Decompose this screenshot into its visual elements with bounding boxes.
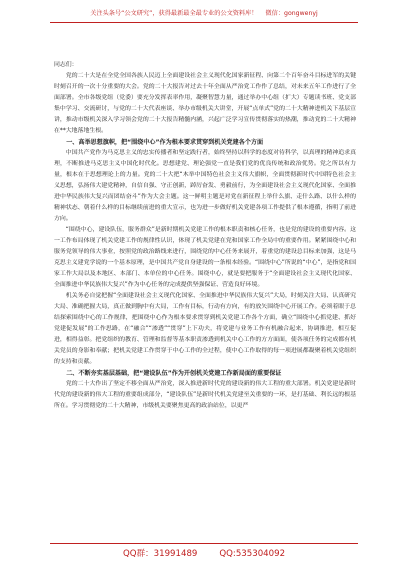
section-1-paragraph: 机关务必自觉把握“全面建设社会主义现代化国家、全面推进中华民族伟大复兴”大局，时刻关注大局、认真研究大局、准确把握大局，真正做到胸中有大局，工作有目标，行动有方向，有的放矢围绕中心开展工作。必须着眼于总结探索围绕中心的工作规律，把围绕中心作为根本要求贯穿到机关党建工作各个方面，确立“围绕中心抓党建、抓好党建促发展”的工作思路，在“融合”“渗透”“贯穿”上下功夫，将党建与业务工作有机融合起来，协调推进，相互促进，相得益彰。把党组织的教育、管理和监督等基本职责渗透到机关中心工作的方方面面，使各项任务的完成都有机关党员的身影和奉献；把机关党建工作贯穿于中心工作的全过程，使中心工作取得的每一项进展都凝聚着机关党组织的支持和贡献。 — [54, 293, 356, 365]
qq-number: QQ:535304092 — [219, 549, 286, 559]
footer-contact — [0, 548, 408, 560]
section-heading-1: 一、高举思想旗帜，把“围绕中心”作为根本要求贯穿到机关党建各个方面 — [66, 139, 264, 146]
section-1-paragraph: “围绕中心，建设队伍，服务群众”是新时期机关党建工作的根本职责和核心任务，也是党的建设的重要内容。这一工作布局体现了机关党建工作的规律性认识，体现了机关党建在党和国家工作全局中的重要作用。紧紧围绕中心和服务党领导的伟大事业，按照党的政治路线来进行，围绕党的中心任务来展开，着重党的建设总目标来加强，这是马克思主义建党学说的一个基本原理，是中国共产党自身建设的一条根本经验。“围绕中心”所说的“中心”，是指党和国家工作大局以及本地区、本部门、本单位的中心任务。围绕中心，就是要把服务于“全面建设社会主义现代化国家、全面推进中华民族伟大复兴”作为中心任务的完成提供坚强保证、营造良好环境。 — [54, 227, 356, 288]
intro-paragraph: 党的二十大是在全党全国各族人民迈上全面建设社会主义现代化国家新征程、向第二个百年奋斗目标进军的关键时刻召开的一次十分重要的大会。党的二十大报告对过去十年全面从严治党工作作了总结，对未来五年工作进行了全面部署。全市各级党组（党委）要充分发挥表率作用，凝聚智慧力量，通过举办中心组（扩大）专题读书班、党支部集中学习、交流研讨，与党的二十大代表座谈、举办市级机关大讲堂，开展“点单式”党的二十大精神进机关下基层宣讲，推动市级机关深入学习领会党的二十大报告精髓内涵，兴起广泛学习宣传贯彻落实的热潮，推动党的二十大精神在**大地落地生根。 — [54, 73, 356, 134]
header-divider — [50, 22, 358, 23]
footer-divider — [50, 543, 358, 544]
wechat-id: 微信：gongwenyj — [265, 10, 318, 17]
promo-banner — [56, 9, 352, 18]
section-2-paragraph: 党的二十大作出了坚定不移全面从严治党，深入推进新时代党的建设新的伟大工程的重大部署。机关党建是新时代党的建设新的伟大工程的重要组成部分，“建设队伍”是新时代机关党建至关重要的一环，是打基础、利长远的根基所在。学习贯彻党的二十大精神，市级机关要聚焦更高的政治站位，以更严 — [54, 381, 356, 409]
greeting: 同志们： — [54, 62, 78, 68]
document-body — [54, 60, 356, 538]
section-1-paragraph: 中国共产党作为马克思主义的忠实传播者和坚定践行者，始终坚持以科学的态度对待科学，以真理的精神追求真理，不断推进马克思主义中国化时代化。思想建党、理论强党一直是我们党的优良传统和政治优势。党之所以有力量，根本在于思想理论上的力量。党的二十大把“木举中国特色社会主义伟大旗帜，全面贯彻新时代中国特色社会主义思想，弘扬伟大建党精神，自信自强、守正创新，踔厉奋发、勇毅前行，为全面建设社会主义现代化国家、全面推进中华民族伟大复兴而团结奋斗”作为大会主题。这一鲜明主题是对党在新征程上举什么旗、走什么路、以什么样的精神状态、朝着什么样的目标继续前进的重大宣示，也为进一步做好机关党建各项工作提供了根本遵循，指明了前进方向。 — [54, 150, 356, 222]
promo-banner-text: 关注头条号“公文研究”，获得最新最全最专业的公文资料库！ — [90, 10, 258, 17]
qq-group: QQ群：31991489 — [122, 549, 198, 559]
section-heading-2: 二、不断夯实基层基础，把“建设队伍”作为开创机关党建工作新局面的重要保证 — [66, 370, 282, 377]
